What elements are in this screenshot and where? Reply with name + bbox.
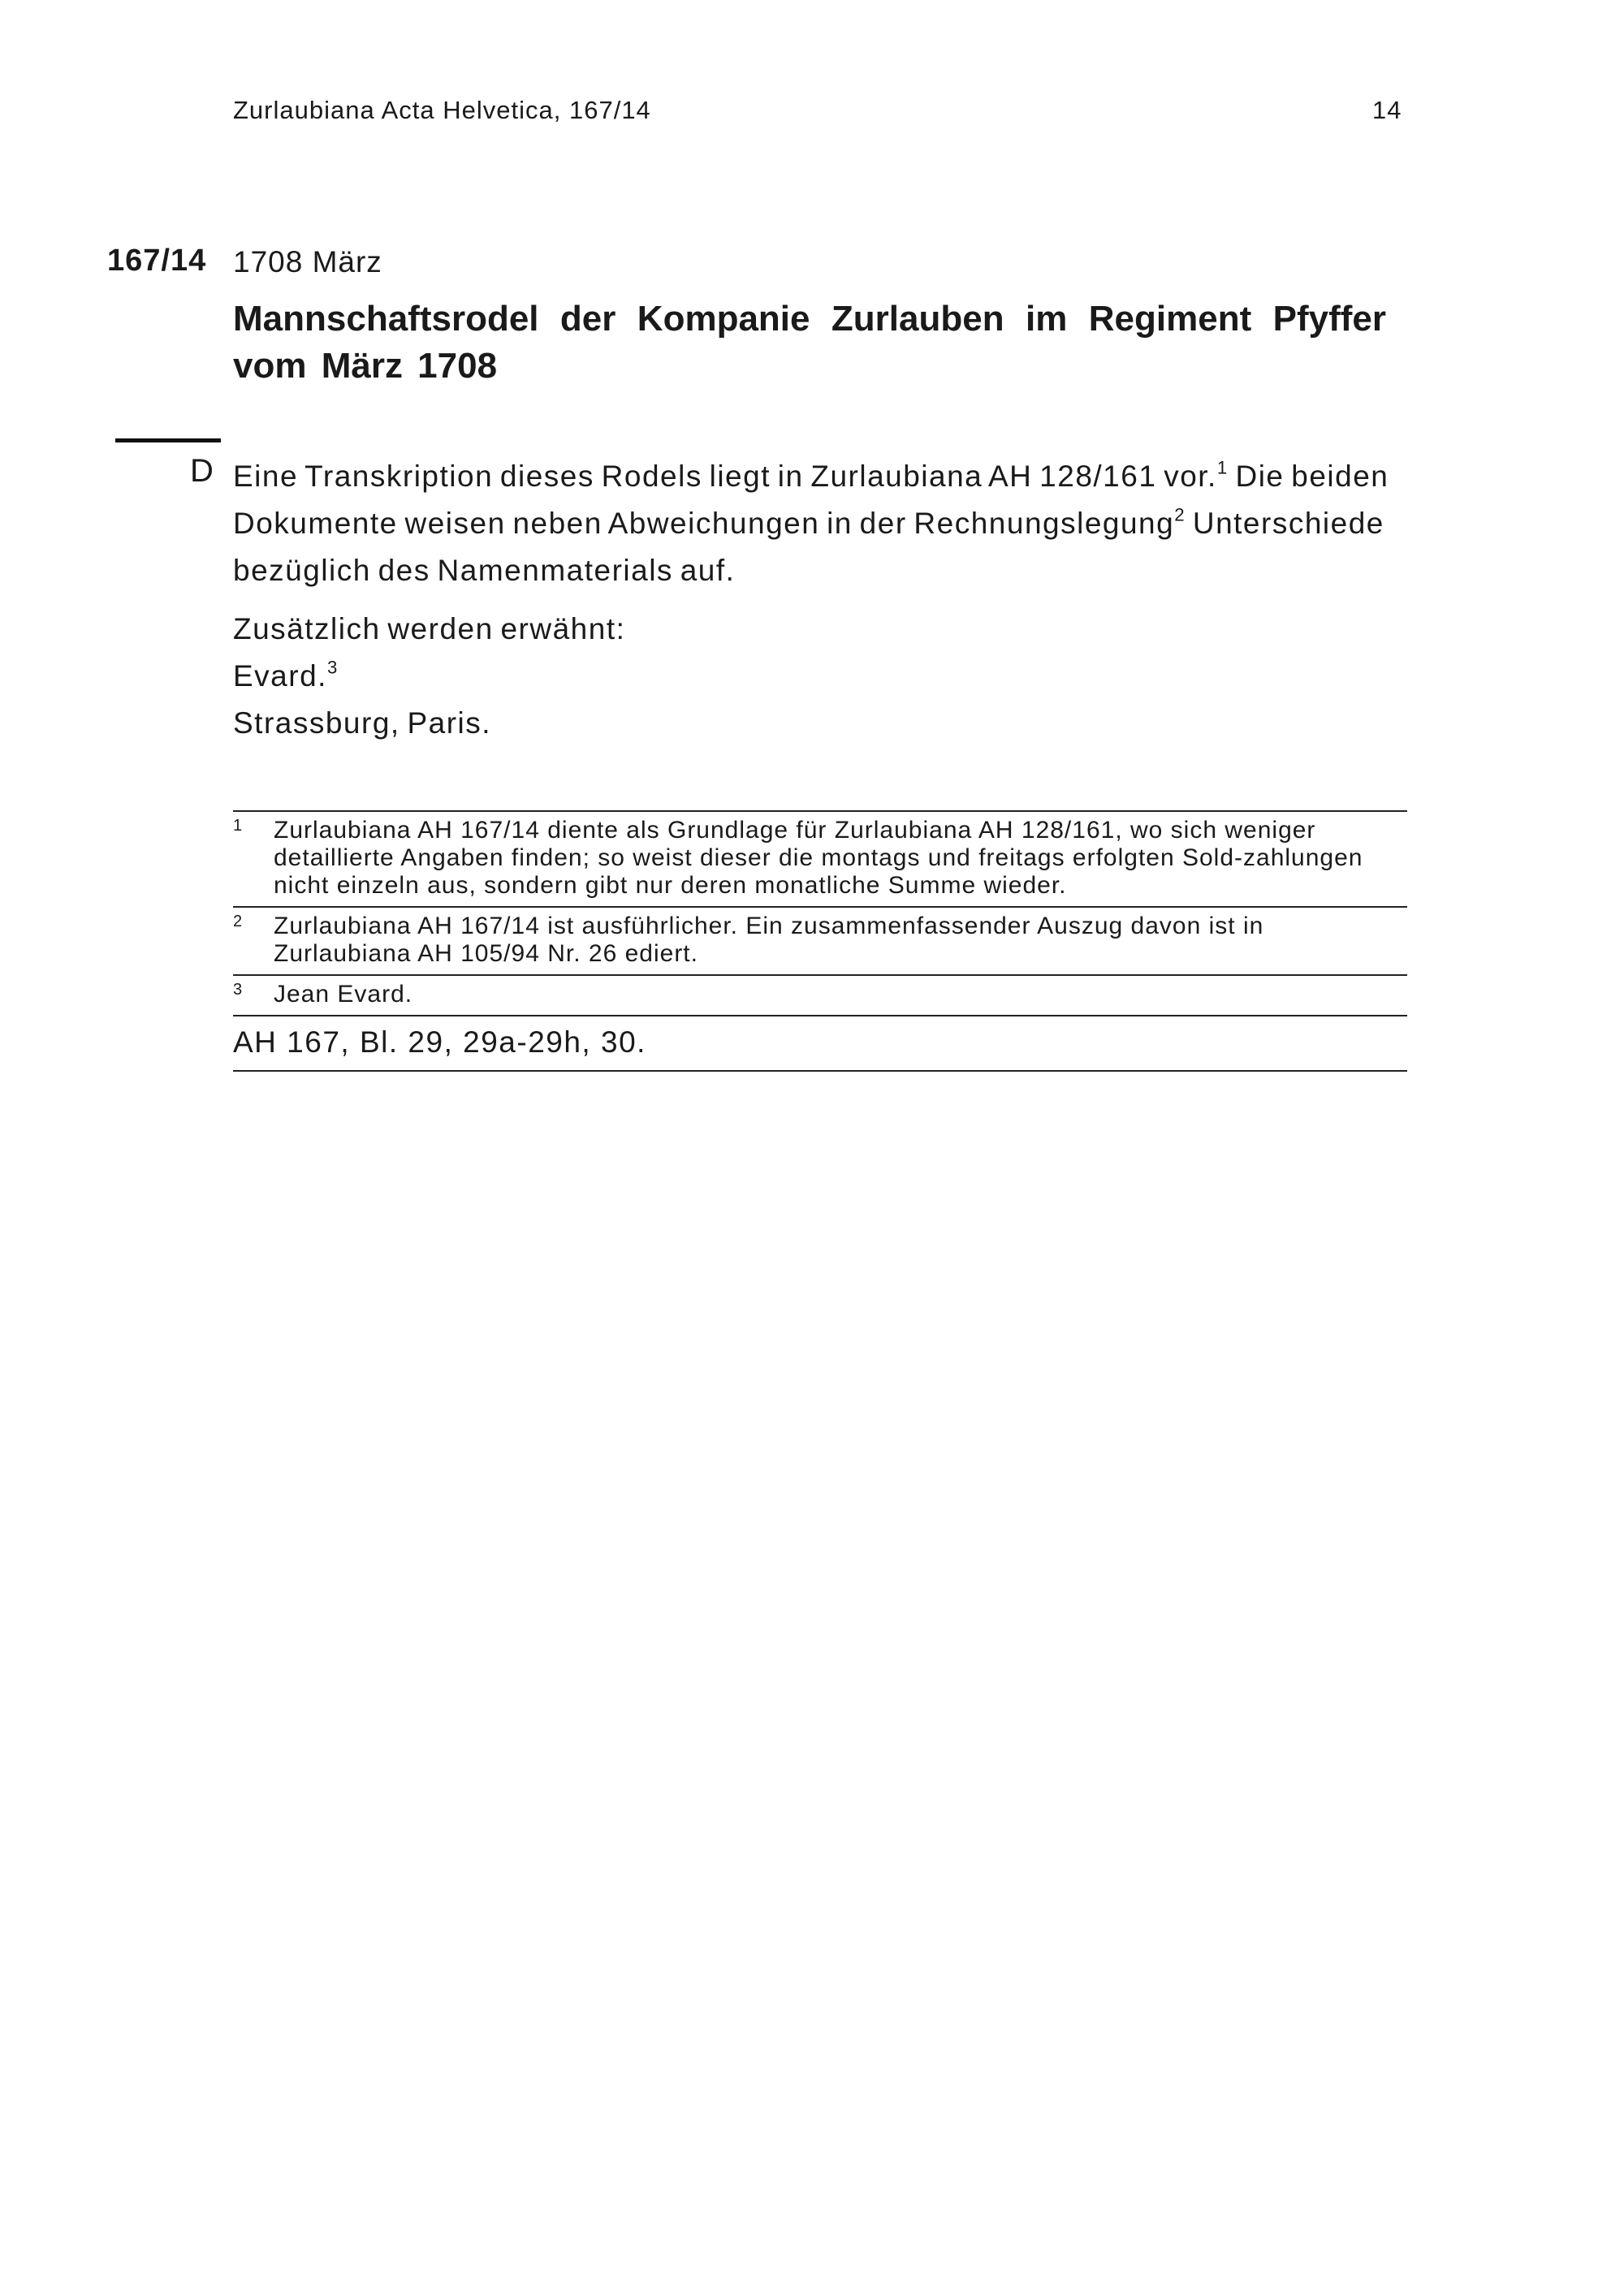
footnote-mark: 1 xyxy=(233,817,244,835)
footnote-item xyxy=(233,976,1407,1015)
document-title: Mannschaftsrodel der Kompanie Zurlauben im Regiment Pfyffer vom März 1708 xyxy=(233,299,1386,386)
source-reference: AH 167, Bl. 29, 29a-29h, 30. xyxy=(233,1025,646,1059)
footnote-item xyxy=(233,908,1407,974)
mentioned-person xyxy=(233,653,1402,700)
mentioned-places: Strassburg, Paris. xyxy=(233,706,492,740)
description-body xyxy=(233,453,1402,747)
footnote-mark: 3 xyxy=(233,981,244,999)
section-marker-d: D xyxy=(190,453,214,489)
description-paragraph xyxy=(233,453,1402,594)
footnote-text: Zurlaubiana AH 167/14 ist ausführlicher. Ein zusammenfassender Auszug davon ist in Zurlaubiana AH 105/94 Nr. 26 ediert. xyxy=(274,913,1264,967)
footnotes-section xyxy=(233,810,1407,1072)
description-sentence-2: Die beiden Dokumente weisen neben Abweichungen in der Rechnungslegung xyxy=(233,460,1389,540)
footnote-text: Jean Evard. xyxy=(274,981,413,1008)
footnote-mark: 2 xyxy=(233,913,244,930)
footnote-ref-2[interactable]: 2 xyxy=(1174,504,1186,525)
page-number: 14 xyxy=(1372,96,1402,124)
description-sentence-1: Eine Transkription dieses Rodels liegt in Zurlaubiana AH 128/161 vor. xyxy=(233,460,1217,493)
footnote-ref-3[interactable]: 3 xyxy=(326,657,339,678)
section-divider xyxy=(115,438,221,442)
person-name: Evard. xyxy=(233,659,327,693)
running-header-title: Zurlaubiana Acta Helvetica, 167/14 xyxy=(233,96,651,124)
source-bottom-rule xyxy=(233,1070,1407,1072)
document-date: 1708 März xyxy=(233,245,382,278)
footnote-item xyxy=(233,812,1407,906)
footnote-text: Zurlaubiana AH 167/14 diente als Grundlage für Zurlaubiana AH 128/161, wo sich weniger detaillierte Angaben finden; so weist dieser die montags und freitags erfolgten Sold-zahlungen nicht einzeln aus, sondern gibt nur deren monatliche Summe wieder. xyxy=(274,817,1363,899)
footnote-ref-1[interactable]: 1 xyxy=(1216,457,1229,478)
description-sentence-3: Unterschiede bezüglich des Namenmaterials auf. xyxy=(233,507,1384,587)
document-number: 167/14 xyxy=(107,244,207,278)
additional-mentions-label: Zusätzlich werden erwähnt: xyxy=(233,612,626,645)
